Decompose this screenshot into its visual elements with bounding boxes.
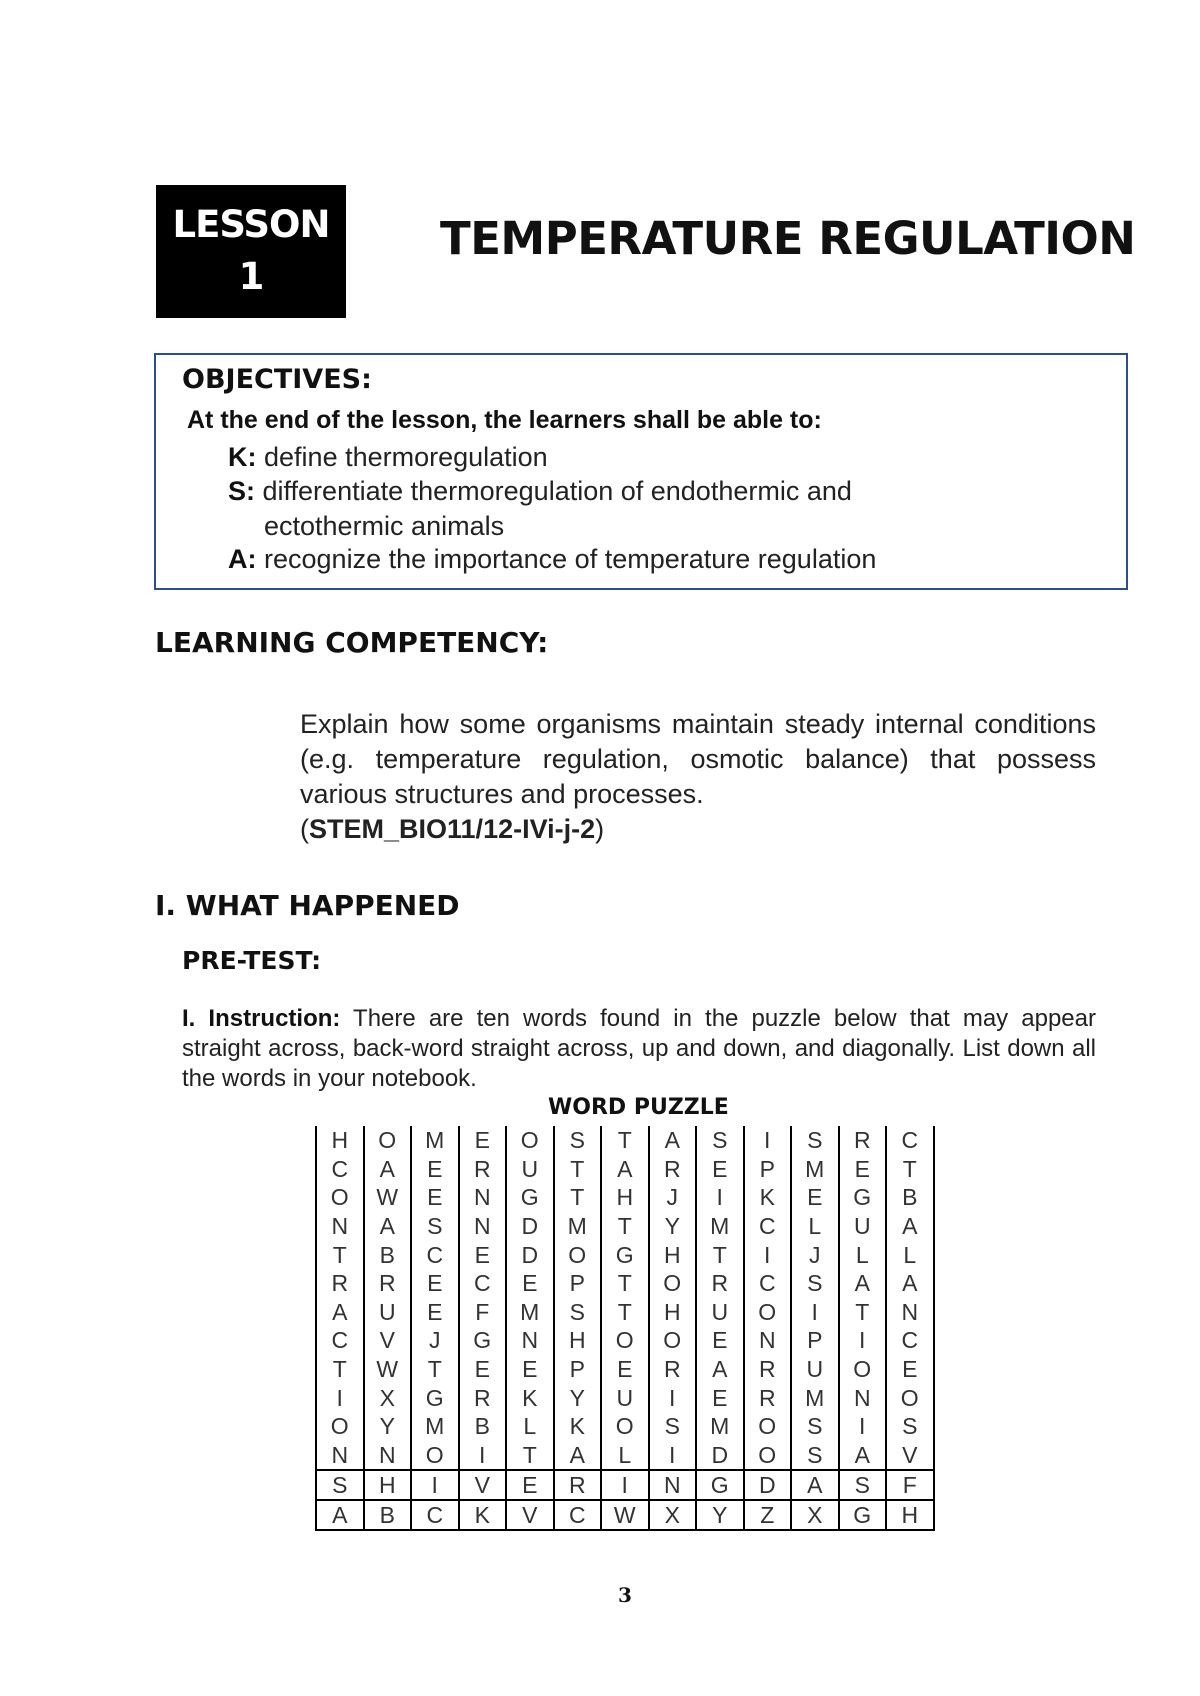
puzzle-cell: E (506, 1470, 554, 1500)
puzzle-row (316, 1126, 934, 1155)
puzzle-cell: H (649, 1240, 697, 1269)
puzzle-cell: K (459, 1500, 507, 1530)
puzzle-cell: R (649, 1155, 697, 1184)
puzzle-cell: E (411, 1298, 459, 1327)
puzzle-cell: C (554, 1500, 602, 1530)
puzzle-cell: U (364, 1298, 412, 1327)
puzzle-row (316, 1412, 934, 1441)
puzzle-cell: U (839, 1212, 887, 1241)
puzzle-cell: S (554, 1298, 602, 1327)
puzzle-cell: N (316, 1441, 364, 1470)
objective-text: differentiate thermoregulation of endothermic and (262, 476, 852, 506)
objective-continuation: ectothermic animals (264, 511, 505, 541)
puzzle-cell: A (364, 1212, 412, 1241)
puzzle-cell: O (554, 1240, 602, 1269)
puzzle-cell: L (601, 1441, 649, 1470)
lesson-label: LESSON (172, 203, 330, 246)
puzzle-cell: U (791, 1355, 839, 1384)
puzzle-row (316, 1298, 934, 1327)
puzzle-row (316, 1212, 934, 1241)
puzzle-cell: M (791, 1383, 839, 1412)
puzzle-cell: I (696, 1183, 744, 1212)
puzzle-cell: R (316, 1269, 364, 1298)
puzzle-cell: Y (364, 1412, 412, 1441)
puzzle-cell: I (839, 1326, 887, 1355)
competency-code: STEM_BIO11/12-IVi-j-2 (309, 814, 596, 844)
puzzle-cell: O (886, 1383, 934, 1412)
puzzle-cell: B (459, 1412, 507, 1441)
puzzle-cell: O (364, 1126, 412, 1155)
puzzle-cell: I (744, 1126, 792, 1155)
puzzle-cell: M (696, 1412, 744, 1441)
word-puzzle-grid (315, 1126, 935, 1531)
puzzle-cell: T (696, 1240, 744, 1269)
objective-item (228, 476, 852, 507)
puzzle-cell: O (839, 1355, 887, 1384)
puzzle-cell: M (554, 1212, 602, 1241)
puzzle-cell: W (364, 1183, 412, 1212)
puzzle-cell: M (696, 1212, 744, 1241)
puzzle-cell: A (601, 1155, 649, 1184)
puzzle-cell: E (696, 1326, 744, 1355)
puzzle-cell: S (791, 1126, 839, 1155)
puzzle-cell: S (696, 1126, 744, 1155)
puzzle-cell: T (601, 1298, 649, 1327)
puzzle-cell: V (506, 1500, 554, 1530)
puzzle-cell: E (696, 1383, 744, 1412)
puzzle-cell: T (886, 1155, 934, 1184)
puzzle-row (316, 1355, 934, 1384)
puzzle-cell: T (554, 1155, 602, 1184)
puzzle-cell: V (459, 1470, 507, 1500)
puzzle-cell: I (744, 1240, 792, 1269)
puzzle-cell: I (459, 1441, 507, 1470)
puzzle-cell: C (744, 1212, 792, 1241)
puzzle-cell: C (411, 1240, 459, 1269)
puzzle-cell: I (316, 1383, 364, 1412)
page-number: 3 (618, 1583, 632, 1607)
competency-code-line (300, 812, 1096, 847)
puzzle-cell: V (364, 1326, 412, 1355)
puzzle-cell: N (364, 1441, 412, 1470)
puzzle-cell: A (886, 1269, 934, 1298)
lesson-badge (156, 185, 346, 318)
puzzle-cell: A (886, 1212, 934, 1241)
objective-text: define thermoregulation (264, 442, 548, 472)
puzzle-cell: K (744, 1183, 792, 1212)
competency-heading: LEARNING COMPETENCY: (155, 626, 549, 659)
puzzle-cell: E (411, 1155, 459, 1184)
puzzle-cell: B (886, 1183, 934, 1212)
puzzle-cell: G (839, 1183, 887, 1212)
instruction-label: I. Instruction: (182, 1005, 341, 1032)
puzzle-cell: P (554, 1355, 602, 1384)
competency-body: Explain how some organisms maintain steady internal conditions (e.g. temperature regulation, osmotic balance) that possess various structures and processes. (300, 709, 1096, 809)
puzzle-cell: R (839, 1126, 887, 1155)
puzzle-cell: O (316, 1183, 364, 1212)
puzzle-cell: T (601, 1212, 649, 1241)
puzzle-cell: A (649, 1126, 697, 1155)
puzzle-cell: N (886, 1298, 934, 1327)
puzzle-cell: I (649, 1383, 697, 1412)
puzzle-cell: N (649, 1470, 697, 1500)
puzzle-title: WORD PUZZLE (548, 1095, 729, 1120)
objective-key: S: (228, 476, 255, 506)
puzzle-cell: O (649, 1269, 697, 1298)
puzzle-cell: J (791, 1240, 839, 1269)
puzzle-cell: X (649, 1500, 697, 1530)
puzzle-cell: F (886, 1470, 934, 1500)
puzzle-cell: C (411, 1500, 459, 1530)
objective-key: A: (228, 544, 257, 574)
puzzle-cell: S (316, 1470, 364, 1500)
puzzle-cell: U (601, 1383, 649, 1412)
puzzle-row (316, 1326, 934, 1355)
puzzle-cell: T (601, 1269, 649, 1298)
puzzle-cell: R (459, 1383, 507, 1412)
puzzle-cell: G (839, 1500, 887, 1530)
objective-key: K: (228, 442, 257, 472)
puzzle-cell: C (316, 1155, 364, 1184)
puzzle-cell: D (744, 1470, 792, 1500)
objectives-intro: At the end of the lesson, the learners shall be able to: (187, 406, 822, 434)
puzzle-cell: A (316, 1500, 364, 1530)
puzzle-cell: A (554, 1441, 602, 1470)
instruction-text: There are ten words found in the puzzle below that may appear straight across, back-word straight across, up and down, and diagonally. List down all the words in your notebook. (182, 1005, 1096, 1092)
puzzle-cell: L (886, 1240, 934, 1269)
puzzle-cell: O (744, 1441, 792, 1470)
puzzle-cell: I (649, 1441, 697, 1470)
puzzle-cell: H (649, 1298, 697, 1327)
puzzle-cell: C (744, 1269, 792, 1298)
puzzle-cell: O (411, 1441, 459, 1470)
puzzle-cell: O (744, 1412, 792, 1441)
puzzle-cell: N (506, 1326, 554, 1355)
puzzle-cell: O (649, 1326, 697, 1355)
puzzle-cell: B (364, 1240, 412, 1269)
puzzle-cell: M (411, 1412, 459, 1441)
objectives-heading: OBJECTIVES: (182, 364, 372, 395)
puzzle-cell: G (459, 1326, 507, 1355)
puzzle-cell: T (411, 1355, 459, 1384)
competency-text (300, 707, 1096, 847)
puzzle-row (316, 1470, 934, 1500)
puzzle-cell: A (791, 1470, 839, 1500)
puzzle-cell: V (886, 1441, 934, 1470)
puzzle-cell: C (316, 1326, 364, 1355)
puzzle-cell: T (554, 1183, 602, 1212)
puzzle-cell: O (744, 1298, 792, 1327)
puzzle-row (316, 1155, 934, 1184)
puzzle-cell: Y (649, 1212, 697, 1241)
puzzle-cell: H (316, 1126, 364, 1155)
puzzle-cell: R (744, 1383, 792, 1412)
puzzle-row (316, 1269, 934, 1298)
puzzle-cell: Y (696, 1500, 744, 1530)
puzzle-cell: O (316, 1412, 364, 1441)
puzzle-cell: E (886, 1355, 934, 1384)
puzzle-cell: S (791, 1269, 839, 1298)
puzzle-cell: C (886, 1126, 934, 1155)
puzzle-cell: S (791, 1441, 839, 1470)
puzzle-cell: O (506, 1126, 554, 1155)
puzzle-cell: J (649, 1183, 697, 1212)
puzzle-cell: W (364, 1355, 412, 1384)
puzzle-row (316, 1441, 934, 1470)
puzzle-cell: E (506, 1355, 554, 1384)
puzzle-cell: A (839, 1441, 887, 1470)
code-open: ( (300, 814, 309, 844)
puzzle-cell: S (791, 1412, 839, 1441)
puzzle-cell: T (839, 1298, 887, 1327)
puzzle-cell: E (506, 1269, 554, 1298)
puzzle-row (316, 1240, 934, 1269)
objective-item (228, 544, 876, 575)
puzzle-cell: E (696, 1155, 744, 1184)
puzzle-cell: G (411, 1383, 459, 1412)
puzzle-cell: C (459, 1269, 507, 1298)
puzzle-cell: E (459, 1126, 507, 1155)
puzzle-cell: E (459, 1240, 507, 1269)
puzzle-cell: N (459, 1183, 507, 1212)
puzzle-cell: E (411, 1183, 459, 1212)
puzzle-cell: E (459, 1355, 507, 1384)
puzzle-cell: E (601, 1355, 649, 1384)
puzzle-cell: T (316, 1355, 364, 1384)
puzzle-cell: M (506, 1298, 554, 1327)
puzzle-cell: H (364, 1470, 412, 1500)
puzzle-cell: J (411, 1326, 459, 1355)
puzzle-row (316, 1183, 934, 1212)
puzzle-cell: X (791, 1500, 839, 1530)
puzzle-cell: K (554, 1412, 602, 1441)
puzzle-cell: M (791, 1155, 839, 1184)
puzzle-cell: L (839, 1240, 887, 1269)
puzzle-cell: I (411, 1470, 459, 1500)
puzzle-cell: H (601, 1183, 649, 1212)
section-heading: I. WHAT HAPPENED (155, 889, 460, 922)
puzzle-cell: G (601, 1240, 649, 1269)
objective-text: recognize the importance of temperature regulation (264, 544, 877, 574)
puzzle-cell: S (411, 1212, 459, 1241)
puzzle-cell: U (696, 1298, 744, 1327)
puzzle-cell: E (411, 1269, 459, 1298)
puzzle-cell: N (839, 1383, 887, 1412)
puzzle-cell: D (696, 1441, 744, 1470)
puzzle-cell: T (316, 1240, 364, 1269)
puzzle-cell: I (791, 1298, 839, 1327)
puzzle-cell: A (364, 1155, 412, 1184)
puzzle-cell: G (696, 1470, 744, 1500)
puzzle-cell: N (459, 1212, 507, 1241)
page-title: TEMPERATURE REGULATION (440, 212, 1136, 265)
puzzle-cell: B (364, 1500, 412, 1530)
puzzle-cell: R (554, 1470, 602, 1500)
puzzle-cell: U (506, 1155, 554, 1184)
puzzle-cell: R (459, 1155, 507, 1184)
puzzle-cell: T (506, 1441, 554, 1470)
puzzle-cell: P (554, 1269, 602, 1298)
puzzle-cell: S (649, 1412, 697, 1441)
puzzle-cell: Z (744, 1500, 792, 1530)
puzzle-cell: K (506, 1383, 554, 1412)
puzzle-cell: D (506, 1212, 554, 1241)
puzzle-cell: R (649, 1355, 697, 1384)
puzzle-cell: D (506, 1240, 554, 1269)
puzzle-row (316, 1383, 934, 1412)
puzzle-cell: L (791, 1212, 839, 1241)
objective-item (228, 442, 548, 473)
puzzle-cell: C (886, 1326, 934, 1355)
puzzle-cell: S (839, 1470, 887, 1500)
puzzle-cell: S (554, 1126, 602, 1155)
puzzle-cell: Y (554, 1383, 602, 1412)
puzzle-cell: N (316, 1212, 364, 1241)
puzzle-cell: W (601, 1500, 649, 1530)
puzzle-cell: P (744, 1155, 792, 1184)
puzzle-cell: P (791, 1326, 839, 1355)
code-close: ) (595, 814, 605, 844)
puzzle-cell: N (744, 1326, 792, 1355)
puzzle-cell: R (744, 1355, 792, 1384)
puzzle-cell: A (696, 1355, 744, 1384)
puzzle-cell: H (886, 1500, 934, 1530)
pretest-heading: PRE-TEST: (182, 946, 322, 975)
puzzle-cell: I (601, 1470, 649, 1500)
puzzle-cell: R (364, 1269, 412, 1298)
puzzle-cell: T (601, 1126, 649, 1155)
puzzle-cell: A (839, 1269, 887, 1298)
puzzle-cell: F (459, 1298, 507, 1327)
puzzle-cell: G (506, 1183, 554, 1212)
lesson-number: 1 (238, 255, 264, 298)
puzzle-cell: I (839, 1412, 887, 1441)
puzzle-cell: L (506, 1412, 554, 1441)
puzzle-cell: M (411, 1126, 459, 1155)
puzzle-cell: A (316, 1298, 364, 1327)
instruction (182, 1004, 1096, 1094)
puzzle-cell: O (601, 1326, 649, 1355)
puzzle-cell: S (886, 1412, 934, 1441)
puzzle-row (316, 1500, 934, 1530)
puzzle-cell: H (554, 1326, 602, 1355)
puzzle-cell: X (364, 1383, 412, 1412)
puzzle-cell: O (601, 1412, 649, 1441)
puzzle-cell: E (839, 1155, 887, 1184)
puzzle-cell: R (696, 1269, 744, 1298)
puzzle-cell: E (791, 1183, 839, 1212)
